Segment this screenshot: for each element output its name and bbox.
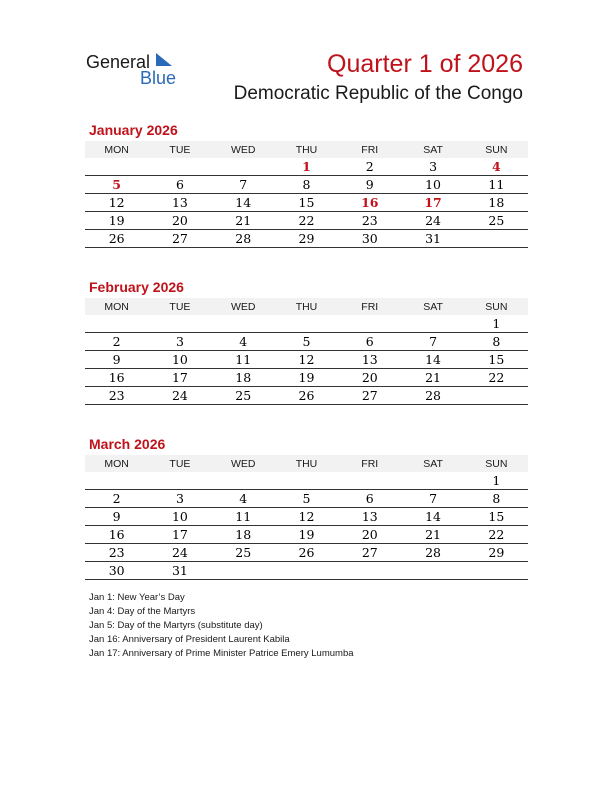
empty-day-cell xyxy=(212,562,275,580)
page-title: Quarter 1 of 2026 xyxy=(327,50,523,78)
day-cell: 3 xyxy=(148,490,211,508)
week-row xyxy=(85,472,528,490)
day-cell: 18 xyxy=(212,526,275,544)
month-calendar xyxy=(85,279,528,405)
day-cell: 22 xyxy=(465,369,528,387)
day-cell: 28 xyxy=(401,544,464,562)
day-cell: 15 xyxy=(465,351,528,369)
holiday-note: Jan 1: New Year’s Day xyxy=(89,592,185,603)
weekday-header: WED xyxy=(212,455,275,472)
day-cell: 15 xyxy=(465,508,528,526)
day-cell: 5 xyxy=(275,333,338,351)
day-cell: 20 xyxy=(148,212,211,230)
day-cell: 20 xyxy=(338,369,401,387)
month-title: February 2026 xyxy=(89,279,184,295)
empty-day-cell xyxy=(85,158,148,176)
week-row xyxy=(85,526,528,544)
weekday-header: TUE xyxy=(148,141,211,158)
logo-flag-icon xyxy=(156,53,172,66)
day-cell: 12 xyxy=(275,351,338,369)
day-cell: 8 xyxy=(465,490,528,508)
holiday-note: Jan 5: Day of the Martyrs (substitute day) xyxy=(89,620,263,631)
empty-day-cell xyxy=(338,562,401,580)
day-cell: 16 xyxy=(85,369,148,387)
logo-text-general: General xyxy=(86,52,151,72)
day-cell: 14 xyxy=(212,194,275,212)
day-cell: 27 xyxy=(148,230,211,248)
day-cell: 14 xyxy=(401,351,464,369)
day-cell: 15 xyxy=(275,194,338,212)
day-cell: 19 xyxy=(275,369,338,387)
day-cell: 11 xyxy=(212,508,275,526)
day-cell: 25 xyxy=(465,212,528,230)
month-grid xyxy=(85,141,528,248)
day-cell: 9 xyxy=(85,508,148,526)
empty-day-cell xyxy=(275,562,338,580)
day-cell: 7 xyxy=(401,490,464,508)
day-cell: 6 xyxy=(338,333,401,351)
day-cell: 25 xyxy=(212,387,275,405)
weekday-header: FRI xyxy=(338,298,401,315)
week-row xyxy=(85,176,528,194)
day-cell: 9 xyxy=(85,351,148,369)
day-cell: 5 xyxy=(275,490,338,508)
day-cell: 25 xyxy=(212,544,275,562)
day-cell: 27 xyxy=(338,544,401,562)
empty-day-cell xyxy=(148,472,211,490)
day-cell: 12 xyxy=(85,194,148,212)
empty-day-cell xyxy=(85,472,148,490)
day-cell: 2 xyxy=(85,333,148,351)
empty-day-cell xyxy=(401,472,464,490)
empty-day-cell xyxy=(338,315,401,333)
day-cell: 3 xyxy=(148,333,211,351)
day-cell: 1 xyxy=(275,158,338,176)
day-cell: 10 xyxy=(148,351,211,369)
brand-logo xyxy=(86,52,196,92)
empty-day-cell xyxy=(212,158,275,176)
day-cell: 21 xyxy=(401,526,464,544)
logo-text-blue: Blue xyxy=(140,68,177,88)
day-cell: 13 xyxy=(338,508,401,526)
day-cell: 28 xyxy=(401,387,464,405)
empty-day-cell xyxy=(465,387,528,405)
empty-day-cell xyxy=(85,315,148,333)
day-cell: 6 xyxy=(148,176,211,194)
day-cell: 9 xyxy=(338,176,401,194)
weekday-header: WED xyxy=(212,298,275,315)
week-row xyxy=(85,351,528,369)
weekday-header: MON xyxy=(85,455,148,472)
day-cell: 4 xyxy=(465,158,528,176)
weekday-header: SAT xyxy=(401,141,464,158)
week-row xyxy=(85,562,528,580)
empty-day-cell xyxy=(465,230,528,248)
month-grid xyxy=(85,455,528,580)
month-grid xyxy=(85,298,528,405)
weekday-header: MON xyxy=(85,141,148,158)
day-cell: 4 xyxy=(212,333,275,351)
weekday-header: SAT xyxy=(401,298,464,315)
week-row xyxy=(85,315,528,333)
day-cell: 6 xyxy=(338,490,401,508)
weekday-header: WED xyxy=(212,141,275,158)
page-subtitle: Democratic Republic of the Congo xyxy=(233,83,523,104)
month-calendar xyxy=(85,436,528,580)
day-cell: 14 xyxy=(401,508,464,526)
day-cell: 2 xyxy=(338,158,401,176)
empty-day-cell xyxy=(275,315,338,333)
week-row xyxy=(85,544,528,562)
day-cell: 4 xyxy=(212,490,275,508)
empty-day-cell xyxy=(212,472,275,490)
day-cell: 29 xyxy=(465,544,528,562)
month-title: March 2026 xyxy=(89,436,166,452)
day-cell: 24 xyxy=(148,387,211,405)
day-cell: 22 xyxy=(465,526,528,544)
day-cell: 19 xyxy=(275,526,338,544)
day-cell: 23 xyxy=(85,544,148,562)
weekday-header: FRI xyxy=(338,141,401,158)
week-row xyxy=(85,369,528,387)
weekday-header: SUN xyxy=(465,141,528,158)
day-cell: 18 xyxy=(465,194,528,212)
empty-day-cell xyxy=(401,315,464,333)
holiday-note: Jan 17: Anniversary of Prime Minister Patrice Emery Lumumba xyxy=(89,648,354,659)
week-row xyxy=(85,194,528,212)
weekday-header: FRI xyxy=(338,455,401,472)
day-cell: 30 xyxy=(338,230,401,248)
day-cell: 26 xyxy=(275,544,338,562)
day-cell: 13 xyxy=(338,351,401,369)
week-row xyxy=(85,158,528,176)
day-cell: 10 xyxy=(401,176,464,194)
month-calendar xyxy=(85,122,528,248)
weekday-header: THU xyxy=(275,141,338,158)
day-cell: 8 xyxy=(465,333,528,351)
week-row xyxy=(85,508,528,526)
day-cell: 16 xyxy=(338,194,401,212)
empty-day-cell xyxy=(275,472,338,490)
day-cell: 31 xyxy=(401,230,464,248)
day-cell: 27 xyxy=(338,387,401,405)
day-cell: 21 xyxy=(401,369,464,387)
day-cell: 12 xyxy=(275,508,338,526)
day-cell: 22 xyxy=(275,212,338,230)
weekday-header: TUE xyxy=(148,455,211,472)
week-row xyxy=(85,387,528,405)
day-cell: 16 xyxy=(85,526,148,544)
weekday-header: THU xyxy=(275,298,338,315)
day-cell: 1 xyxy=(465,472,528,490)
weekday-header: SAT xyxy=(401,455,464,472)
day-cell: 5 xyxy=(85,176,148,194)
day-cell: 26 xyxy=(275,387,338,405)
empty-day-cell xyxy=(401,562,464,580)
day-cell: 3 xyxy=(401,158,464,176)
empty-day-cell xyxy=(148,158,211,176)
week-row xyxy=(85,230,528,248)
weekday-header: SUN xyxy=(465,455,528,472)
day-cell: 26 xyxy=(85,230,148,248)
weekday-header: SUN xyxy=(465,298,528,315)
day-cell: 8 xyxy=(275,176,338,194)
day-cell: 17 xyxy=(401,194,464,212)
day-cell: 24 xyxy=(148,544,211,562)
day-cell: 1 xyxy=(465,315,528,333)
day-cell: 19 xyxy=(85,212,148,230)
holiday-note: Jan 4: Day of the Martyrs xyxy=(89,606,196,617)
day-cell: 18 xyxy=(212,369,275,387)
weekday-header: MON xyxy=(85,298,148,315)
weekday-header: THU xyxy=(275,455,338,472)
day-cell: 10 xyxy=(148,508,211,526)
day-cell: 2 xyxy=(85,490,148,508)
weekday-header: TUE xyxy=(148,298,211,315)
holiday-note: Jan 16: Anniversary of President Laurent Kabila xyxy=(89,634,290,645)
empty-day-cell xyxy=(148,315,211,333)
day-cell: 7 xyxy=(401,333,464,351)
day-cell: 13 xyxy=(148,194,211,212)
month-title: January 2026 xyxy=(89,122,178,138)
day-cell: 23 xyxy=(85,387,148,405)
day-cell: 30 xyxy=(85,562,148,580)
day-cell: 23 xyxy=(338,212,401,230)
day-cell: 17 xyxy=(148,369,211,387)
day-cell: 21 xyxy=(212,212,275,230)
week-row xyxy=(85,333,528,351)
day-cell: 11 xyxy=(465,176,528,194)
day-cell: 31 xyxy=(148,562,211,580)
holiday-notes xyxy=(89,591,354,661)
day-cell: 11 xyxy=(212,351,275,369)
empty-day-cell xyxy=(212,315,275,333)
empty-day-cell xyxy=(465,562,528,580)
week-row xyxy=(85,212,528,230)
day-cell: 29 xyxy=(275,230,338,248)
day-cell: 24 xyxy=(401,212,464,230)
day-cell: 20 xyxy=(338,526,401,544)
day-cell: 28 xyxy=(212,230,275,248)
empty-day-cell xyxy=(338,472,401,490)
day-cell: 17 xyxy=(148,526,211,544)
week-row xyxy=(85,490,528,508)
day-cell: 7 xyxy=(212,176,275,194)
